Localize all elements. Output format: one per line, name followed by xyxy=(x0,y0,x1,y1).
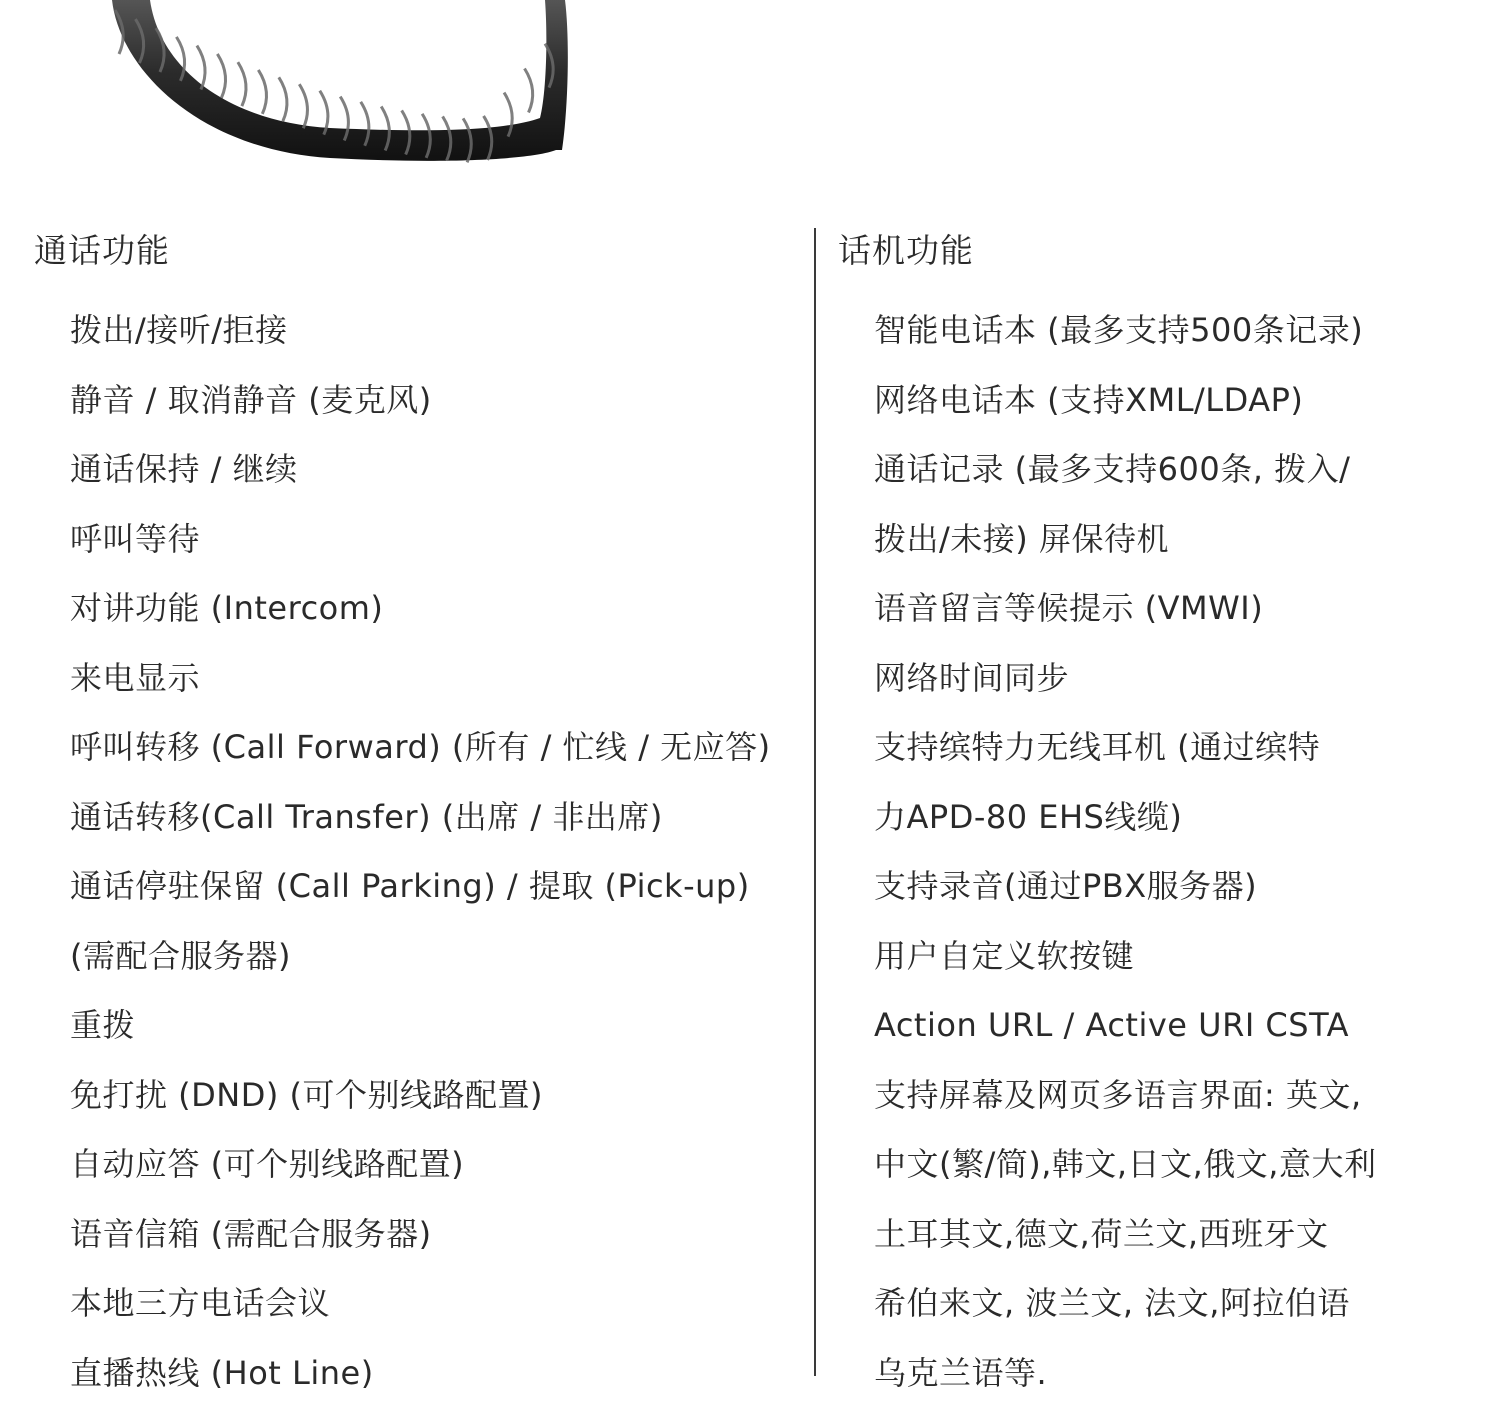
feature-item: 语音留言等候提示 (VMWI) xyxy=(874,574,1478,644)
feature-item: 支持缤特力无线耳机 (通过缤特 xyxy=(874,713,1478,783)
feature-item: 拨出/未接) 屏保待机 xyxy=(874,505,1478,575)
feature-item: 免打扰 (DND) (可个别线路配置) xyxy=(70,1061,804,1131)
call-features-list xyxy=(34,296,804,1408)
column-divider xyxy=(814,228,816,1376)
coiled-cord-image xyxy=(0,0,620,190)
call-features-heading: 通话功能 xyxy=(34,226,804,276)
call-features-column xyxy=(34,226,804,1408)
feature-item: 自动应答 (可个别线路配置) xyxy=(70,1130,804,1200)
feature-item: 通话停驻保留 (Call Parking) / 提取 (Pick-up) xyxy=(70,852,804,922)
feature-item: 希伯来文, 波兰文, 法文,阿拉伯语 xyxy=(874,1269,1478,1339)
feature-item: 静音 / 取消静音 (麦克风) xyxy=(70,366,804,436)
feature-item: 土耳其文,德文,荷兰文,西班牙文 xyxy=(874,1200,1478,1270)
feature-item: 通话转移(Call Transfer) (出席 / 非出席) xyxy=(70,783,804,853)
feature-item: 呼叫等待 xyxy=(70,505,804,575)
feature-item: 拨出/接听/拒接 xyxy=(70,296,804,366)
feature-item: 本地三方电话会议 xyxy=(70,1269,804,1339)
feature-item: 支持录音(通过PBX服务器) xyxy=(874,852,1478,922)
feature-item: 通话保持 / 继续 xyxy=(70,435,804,505)
feature-item: 中文(繁/简),韩文,日文,俄文,意大利 xyxy=(874,1130,1478,1200)
feature-item: 智能电话本 (最多支持500条记录) xyxy=(874,296,1478,366)
phone-features-list xyxy=(838,296,1478,1408)
feature-item: Action URL / Active URI CSTA xyxy=(874,991,1478,1061)
feature-item: 通话记录 (最多支持600条, 拨入/ xyxy=(874,435,1478,505)
feature-item: 语音信箱 (需配合服务器) xyxy=(70,1200,804,1270)
feature-item: 对讲功能 (Intercom) xyxy=(70,574,804,644)
feature-item: 呼叫转移 (Call Forward) (所有 / 忙线 / 无应答) xyxy=(70,713,804,783)
coiled-cord-icon xyxy=(0,0,620,190)
feature-item: 乌克兰语等. xyxy=(874,1339,1478,1408)
feature-item: 网络电话本 (支持XML/LDAP) xyxy=(874,366,1478,436)
feature-item: (需配合服务器) xyxy=(70,922,804,992)
feature-item: 直播热线 (Hot Line) xyxy=(70,1339,804,1408)
feature-item: 力APD-80 EHS线缆) xyxy=(874,783,1478,853)
phone-features-column xyxy=(838,226,1478,1408)
feature-item: 支持屏幕及网页多语言界面: 英文, xyxy=(874,1061,1478,1131)
feature-item: 用户自定义软按键 xyxy=(874,922,1478,992)
feature-item: 重拨 xyxy=(70,991,804,1061)
feature-item: 来电显示 xyxy=(70,644,804,714)
feature-item: 网络时间同步 xyxy=(874,644,1478,714)
phone-features-heading: 话机功能 xyxy=(838,226,1478,276)
